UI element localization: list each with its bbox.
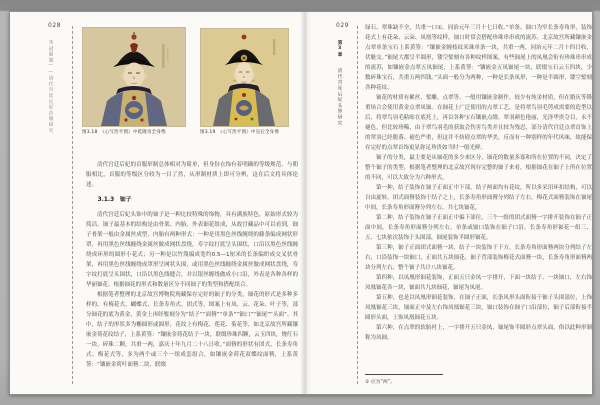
paragraph-dianhua-forms: 根据笔者整理的北京故宫博物院现藏保存完好的钿子的分类，钿花的形式是多种多样的，有梅花式、蝴蝶式、长条寿角式、团式等，图案上有凤、云、花朵、叶子等，部分钿花的底为黄金，黄金上再经錾刻分为“结子”“面簪”“单条”“钿口”“钿尾”“头面”。其中，结子的形状多为椭圆形或圆形，花纹上有梅花、莲花、菊花等，如北京故宫所藏镶嵌金荷花纹结子，上系黄签：“镶嵌金荷花结子一块，联缀珍珠四颗，云玉四块，烧红石一块，碎珠二颗，共重一两，嘉庆十年九月二十八日收。”面簪的形状有团式、长条寿角式、梅花式等，多为两个或三个一组成套组合，如镶嵌金荷花双蝶纹面簪，上系黄签：“镶嵌金荷叶面簪二块，联缀 xyxy=(86,291,298,368)
page-gutter-shadow xyxy=(300,12,312,394)
footnote-rule xyxy=(365,374,443,375)
chapter-label-vertical xyxy=(337,40,342,190)
paragraph-type-1: 第一种，结子装饰在钿子正面正中下部，结子两面均有花纹，所以多采用环扣结构，可以自由旋转。团式面簪装饰于结子之上，长条寿角形面簪分列结子左右，梅花式面簪装饰在钿尾中间，长条寿角形面簪分列左右，共七块钿花。 xyxy=(365,185,592,211)
section-heading: 3.1.3 钿子 xyxy=(97,197,132,203)
portrait-emperor-image xyxy=(82,27,186,127)
chapter-number: 第3章 xyxy=(337,40,343,58)
paragraph-intro: 清代宫廷后妃的首服形制总体相对为简单，但身份衣饰有着明确的等级规范。与朝服相比，首服的等级区分较为一目了然，从形制材质上即可分辨，这在后文将具体论述。 xyxy=(86,162,298,188)
figure-caption-2: 图3.19 《心写治平图》中皇后全身像 xyxy=(200,130,280,135)
paragraph-continued: 绿石、翠珠缺不全，共重一口①，同治元年三月十七日收。”单条、钿口为窄长条寿角形，装饰花式上有花朵、云朵、凤凰等纹样，钿口时常会搭配珍珠串串成的流苏。北京故宫所藏镶嵌金点翠单条宝石上系黄签：“镶嵌金缠枝纹米珠单条一块，共重一两，同治元年二月十四日收，伏魁交。”钿尾大都呈半圆形，镂空錾刻有各种纹样图案，有些钿尾上的凤凰会衔有珍珠串串成的流苏，如镶嵌金点翠五凤钿尾，上系黄签：“镶嵌金五凤钿尾一块，联缀宝石云玉四块，少数碎珠宝石，共重五两四钱。”头面一般分为两种，一种是长条凤形，一种是半圆形，镂空錾刻各种花纹。 xyxy=(365,25,592,91)
chapter-title: 清代宫廷后妃头饰研究 xyxy=(337,68,343,127)
page-number-right: 029 xyxy=(336,22,349,29)
footnote-text: ① 应为“两”。 xyxy=(365,380,395,385)
page-number-left: 028 xyxy=(48,22,61,29)
margin-divider-left xyxy=(72,26,73,384)
figure-caption-1: 图3.18 《心写治平图》中乾隆帝全身像 xyxy=(82,130,166,135)
paragraph-classification: 钿子的分类，最主要是从钿花的多少来区分，钿花的数量多寡和所在位置的不同，决定了整个钿子的类型。根据笔者整理的北京故宫现存完整的钿子来看，根据钿花在钿子上所在位置的不同，可以大致分为六种形式。 xyxy=(365,155,592,181)
left-page-text-column xyxy=(86,160,298,382)
paragraph-dianzi-structure: 清代宫廷后妃头饰中的钿子是一种比较特殊的饰物，具有满族特色，原始形式较为简洁。钿子最基本的结构是由骨架、内胎、外表钿花组成，从故宫藏品中可以看到，钿子骨架一般由金属丝成型，内胎有两种形式：一种是用黑色丝线缠绕的藤条编成网状形罩，再用黑色丝线缠绕金属丝做成网状盘绕，寿字纹打底呈头围状，口沿以黑色丝线缠绕成环形的圆形小花式；另一种是以竹篾编成宽约0.5—1厘米的长条编织成交叉状骨架，再用黑色丝线缠绕成罩形呈网状头围，或用黑色丝线缠绕金属丝做成网状盘绕，寿字纹打底呈头围状，口沿以黑色线缝合，并以银丝缠绕做成小口沿，外表是各种各样的华丽钿花。根据钿花的形式和数量区分不同钿子的类型和搭配组合。 xyxy=(86,211,298,288)
paragraph-type-3: 第三种，钿子正面团式面簪一块，结子一块装饰于下方，长条寿角形面簪两块分列结子左右，口沿装饰一块钿口，正面共五块钿花。钿子背部装饰梅花式面簪一块，长条寿角形面簪两块分列左右，整个钿子共计八块钿花。 xyxy=(365,245,592,271)
margin-divider-right xyxy=(357,26,358,384)
paragraph-materials: 钿花的材质有累丝、錾雕、点翠等，一般用镶嵌金制作，较少有纯金材质，但在婚庆等隆重场合会使用黄金点翠凤钿。在钿花上广泛使用的点翠工艺，是将翠鸟羽毛剪成需要的造型以后，将翠鸟羽毛粘贴在底托上，再以各种宝石镶嵌点缀。翠羽颜色艳丽，光泽华贵夺目，永不褪色，但比较珍稀，由于翠鸟羽毛的获取会伤害鸟类并且较为残忍，部分清代宫廷点翠首饰上的翠羽已经脱落、褪色严重，但这并不妨碍点翠的华美，反而有一种别样的年代风味，故能保存完好的点翠首饰更显弥足珍贵如当时一般光鲜。 xyxy=(365,95,592,151)
paragraph-type-5: 第五种，也是以凤凰形钿花装饰，在钿子正面，长条凤形头面衔接于钿子头围部位，上饰凤凰钿花三块，钿面正中及左右饰凤凰钿花三块，钿口装饰在钿子口沿部位，钿子后部衔接半圆形头面，上饰凤凰钿花五块。 xyxy=(365,295,592,321)
paragraph-type-4: 第四种，以凤凰形钿花装饰，正面五只金凤一字排开，下面一块结子、一块钿口，左右饰凤凰钿花各一块，钿面共九块钿花，钿尾为凤尾。 xyxy=(365,275,592,291)
paragraph-type-2: 第二种，结子装饰在钿子正面正中偏下部位，三个一组的团式面簪一字排开装饰在钿子正面中间，长条寿角形面簪分列左右，单条或钿口装饰在钿子口沿，长条寿角形钿花一组三、五、七块依次装饰于头围部，钿尾装饰半圆形钿花。 xyxy=(365,215,592,241)
paragraph-type-6: 第六种，在点翠的软胎衬上，一字排开五只金凤，钿尾饰半圆形点翠头面，俗以此种形制称为凤钿。 xyxy=(365,325,592,341)
book-title-vertical: 华冠丽服——清代宫廷后妃首服研究 xyxy=(48,40,54,134)
right-page-text-column xyxy=(365,23,592,365)
book-spread xyxy=(9,11,593,395)
portrait-empress-image xyxy=(200,28,289,127)
